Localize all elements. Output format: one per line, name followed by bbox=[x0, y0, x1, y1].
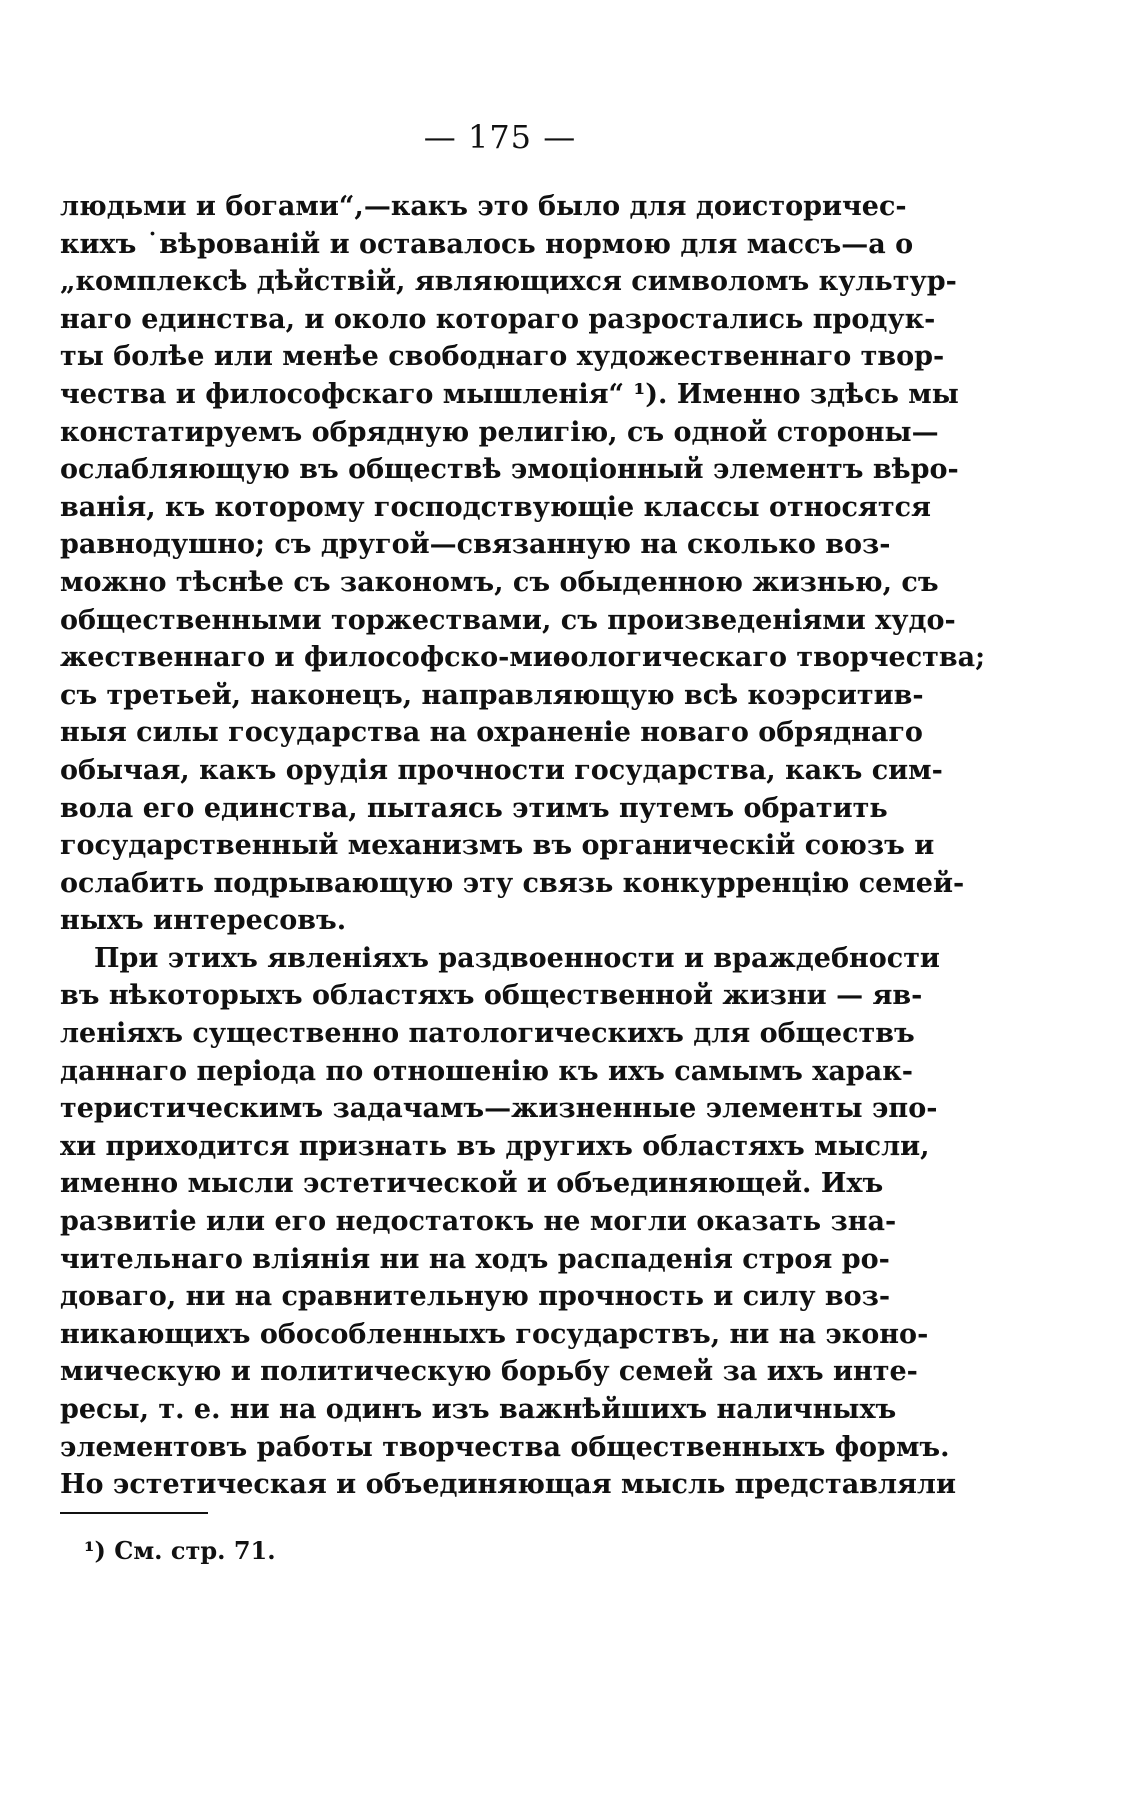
text-line: При этихъ явленіяхъ раздвоенности и враждебности bbox=[94, 942, 940, 974]
text-line: теристическимъ задачамъ—жизненные элементы эпо- bbox=[60, 1093, 938, 1125]
text-line: Но эстетическая и объединяющая мысль представляли bbox=[60, 1469, 956, 1501]
text-line: наго единства, и около котораго разростались продук- bbox=[60, 303, 936, 335]
text-line: кихъ ˙вѣрованій и оставалось нормою для массъ—а о bbox=[60, 228, 914, 260]
text-line: общественными торжествами, съ произведеніями худо- bbox=[60, 604, 956, 636]
text-line: ныя силы государства на охраненіе новаго обряднаго bbox=[60, 717, 923, 749]
text-line: жественнаго и философско-миѳологическаго творчества; bbox=[60, 642, 986, 674]
paragraph-1 bbox=[60, 188, 986, 940]
text-line: доваго, ни на сравнительную прочность и силу воз- bbox=[60, 1281, 891, 1313]
text-line: чительнаго вліянія ни на ходъ распаденія строя ро- bbox=[60, 1243, 890, 1275]
text-line: леніяхъ существенно патологическихъ для обществъ bbox=[60, 1018, 915, 1050]
text-line: чества и философскаго мышленія“ ¹). Именно здѣсь мы bbox=[60, 378, 959, 410]
text-line: ослабить подрывающую эту связь конкурренцію семей- bbox=[60, 867, 965, 899]
page-number: — 175 — bbox=[423, 118, 577, 156]
text-line: съ третьей, наконецъ, направляющую всѣ коэрситив- bbox=[60, 679, 924, 711]
paragraph-2 bbox=[60, 940, 956, 1504]
body-text bbox=[60, 188, 986, 1504]
text-line: „комплексѣ дѣйствій, являющихся символомъ культур- bbox=[60, 266, 957, 298]
text-line: никающихъ обособленныхъ государствъ, ни на эконо- bbox=[60, 1318, 929, 1350]
footnote: ¹) См. стр. 71. bbox=[84, 1536, 276, 1565]
text-line: государственный механизмъ въ органическій союзъ и bbox=[60, 830, 935, 862]
text-line: констатируемъ обрядную религію, съ одной стороны— bbox=[60, 416, 939, 448]
text-line: мическую и политическую борьбу семей за ихъ инте- bbox=[60, 1356, 918, 1388]
text-line: можно тѣснѣе съ закономъ, съ обыденною жизнью, съ bbox=[60, 566, 939, 598]
text-line: въ нѣкоторыхъ областяхъ общественной жизни — яв- bbox=[60, 980, 923, 1012]
text-line: ныхъ интересовъ. bbox=[60, 905, 347, 937]
text-line: элементовъ работы творчества общественныхъ формъ. bbox=[60, 1431, 950, 1463]
text-line: ты болѣе или менѣе свободнаго художественнаго твор- bbox=[60, 341, 945, 373]
text-line: хи приходится признать въ другихъ областяхъ мысли, bbox=[60, 1130, 930, 1162]
text-line: развитіе или его недостатокъ не могли оказать зна- bbox=[60, 1206, 897, 1238]
footnote-divider bbox=[60, 1512, 208, 1514]
text-line: ресы, т. е. ни на одинъ изъ важнѣйшихъ наличныхъ bbox=[60, 1394, 897, 1425]
text-line: обычая, какъ орудія прочности государства, какъ сим- bbox=[60, 754, 943, 786]
text-line: людьми и богами“,—какъ это было для доисторичес- bbox=[60, 191, 907, 222]
text-line: ванія, къ которому господствующіе классы относятся bbox=[60, 491, 932, 523]
text-line: вола его единства, пытаясь этимъ путемъ обратить bbox=[60, 792, 888, 824]
text-line: ослабляющую въ обществѣ эмоціонный элементъ вѣро- bbox=[60, 454, 959, 486]
text-line: именно мысли эстетической и объединяющей. Ихъ bbox=[60, 1168, 884, 1200]
text-line: даннаго періода по отношенію къ ихъ самымъ харак- bbox=[60, 1055, 913, 1087]
text-line: равнодушно; съ другой—связанную на сколько воз- bbox=[60, 529, 891, 561]
